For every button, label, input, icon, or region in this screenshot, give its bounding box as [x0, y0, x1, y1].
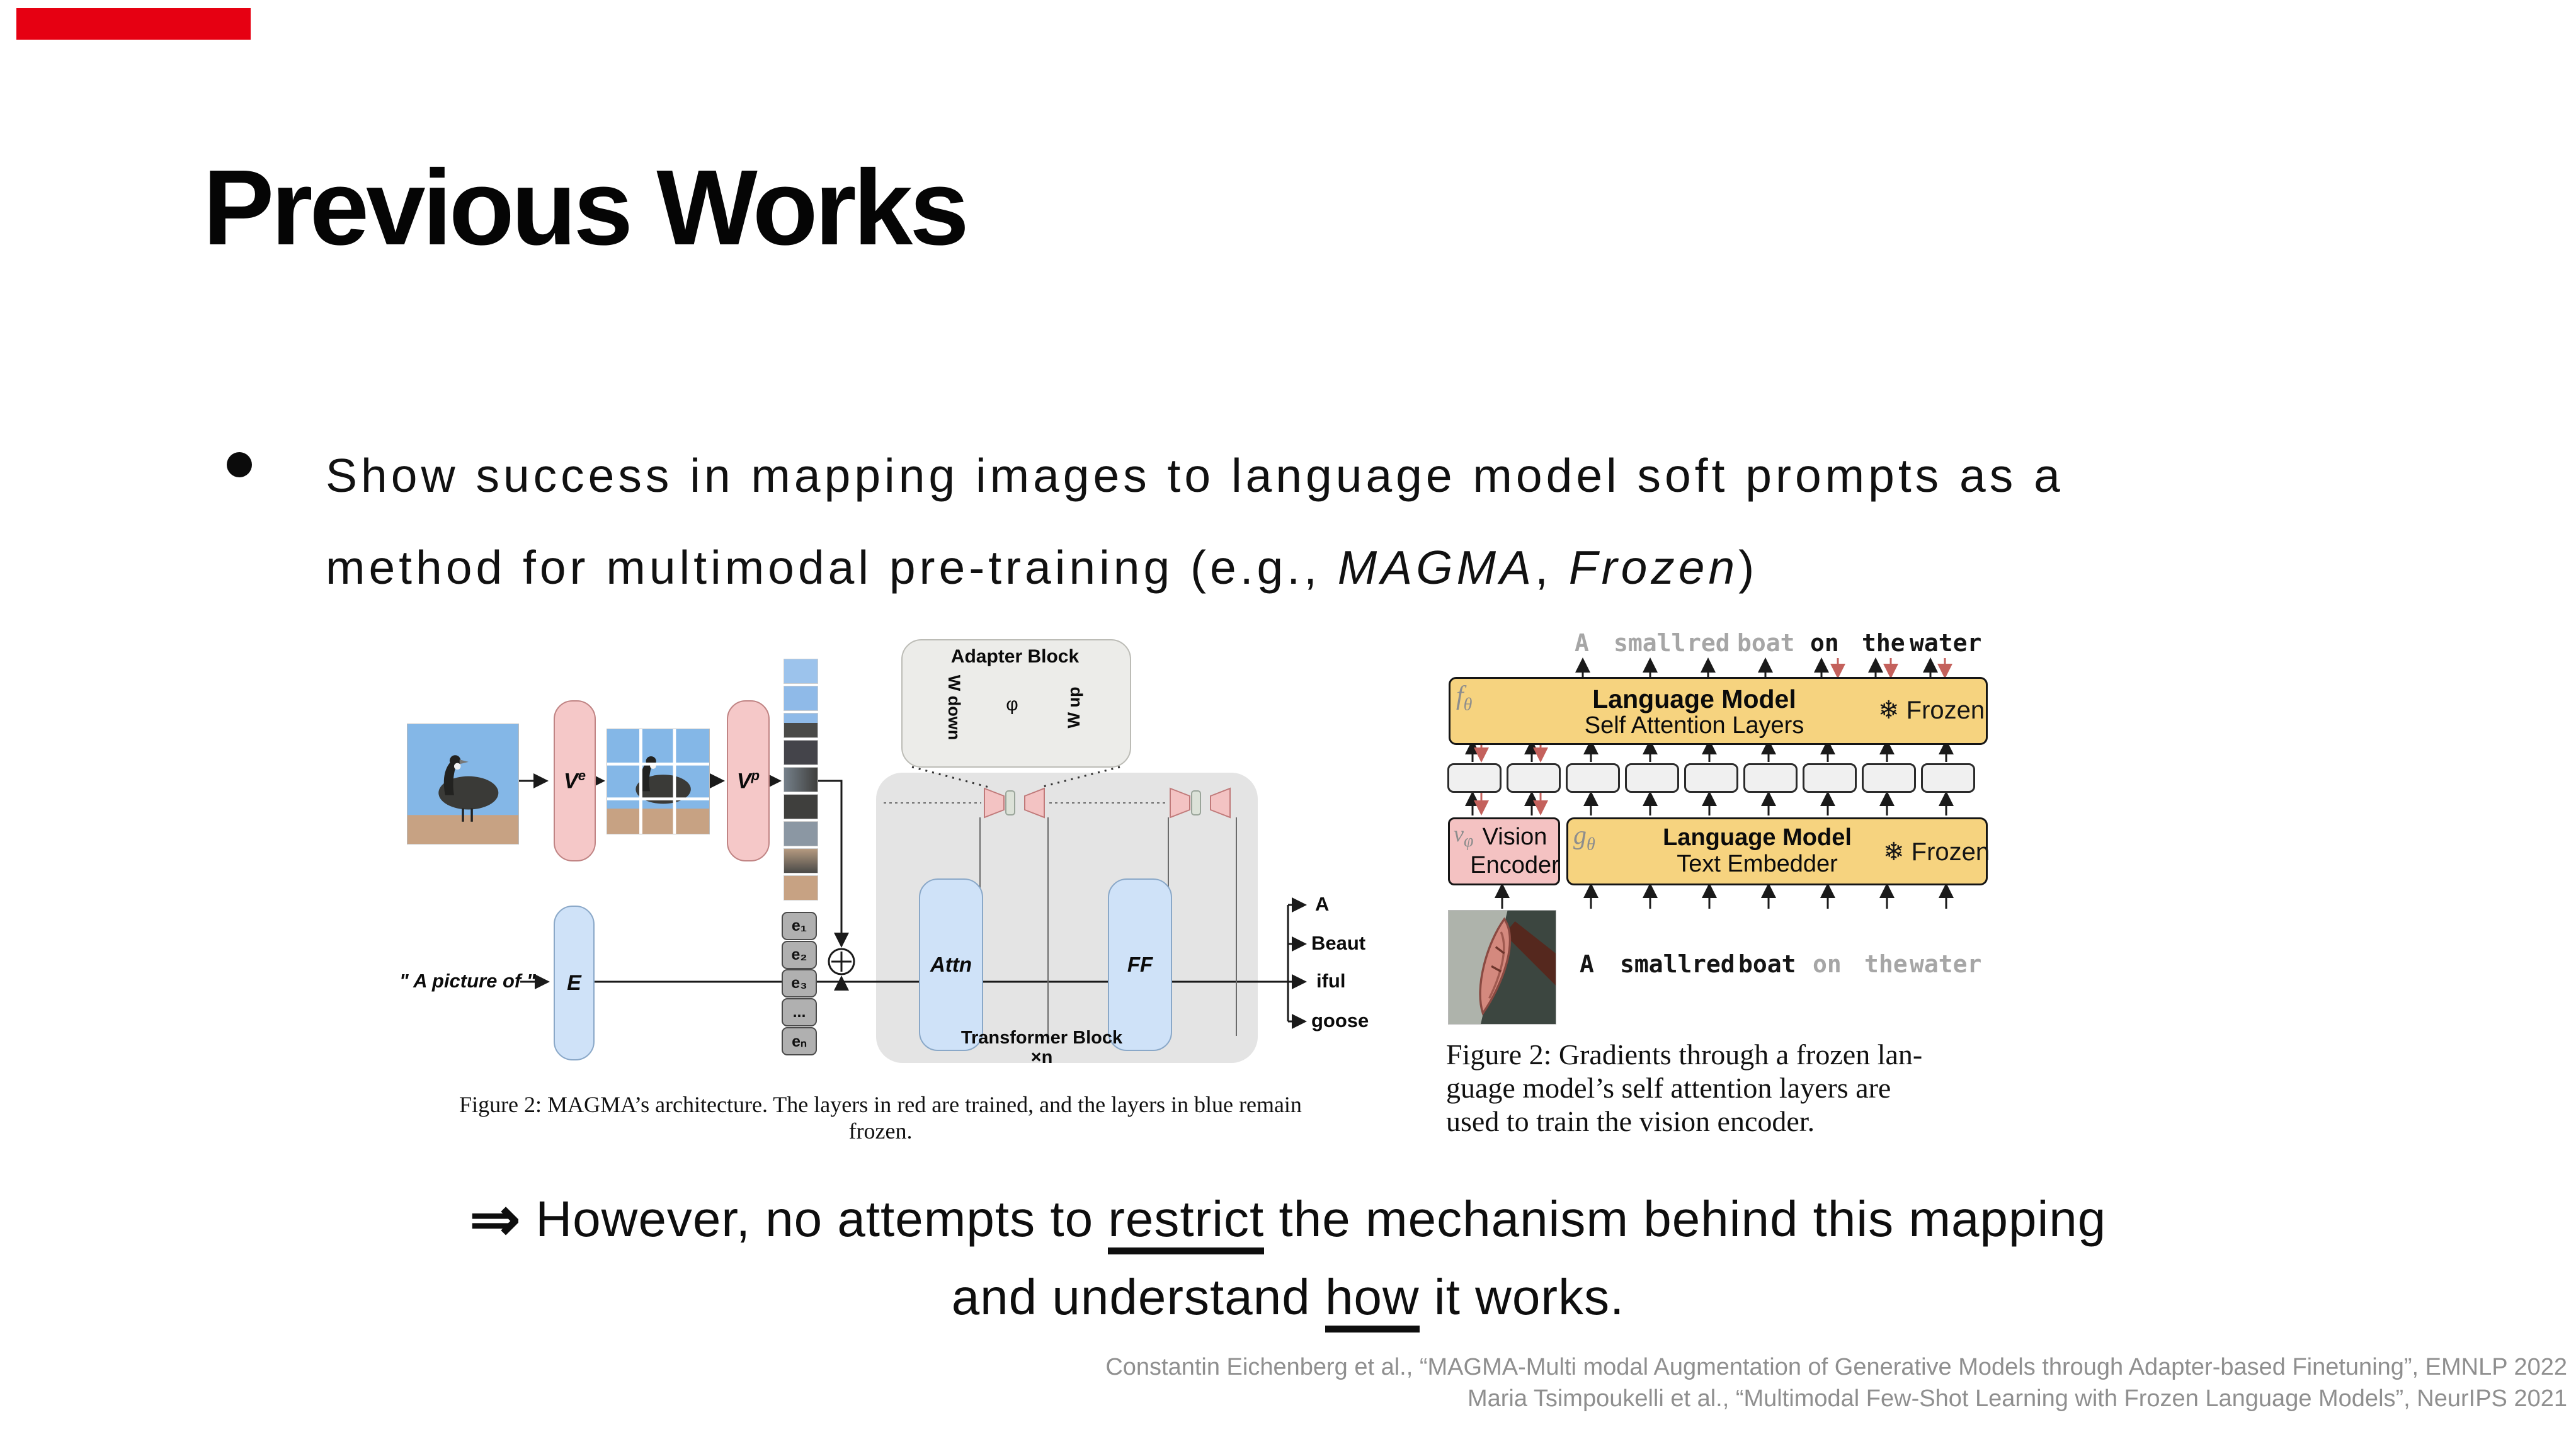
image-patch-strip [784, 659, 817, 902]
transformer-block-label: Transformer Block ×n [960, 1028, 1123, 1067]
magma-figure [390, 623, 1386, 1152]
w-down-label: W down [945, 674, 964, 741]
prompt-text-label: " A picture of " [399, 970, 536, 992]
frozen-top-word: boat [1737, 629, 1795, 657]
lm-top-title: Language Model [1592, 685, 1796, 713]
lm-top-subtitle: Self Attention Layers [1584, 712, 1804, 739]
token-en: eₙ [782, 1027, 817, 1055]
frozen-badge: ❄ Frozen [1878, 696, 1985, 724]
citation-line: Maria Tsimpoukelli et al., “Multimodal Few-Shot Learning with Frozen Language Models”, NeurIPS 2021 [1467, 1385, 2567, 1412]
frozen-top-word: red [1687, 629, 1730, 657]
add-circle [829, 949, 854, 974]
lm-bottom-subtitle: Text Embedder [1677, 851, 1838, 877]
frozen-bottom-word: on [1813, 950, 1842, 978]
goose-grid-photo [607, 729, 710, 834]
mid-arrows-lower [1473, 793, 1946, 815]
text-embedder-e: E [554, 906, 595, 1060]
visual-prefix-vp: $V^p$ [727, 700, 770, 861]
frozen-top-word: on [1810, 629, 1839, 657]
bullet-text [326, 429, 2467, 613]
token-e3: e₃ [782, 969, 817, 997]
embedding-box [1507, 763, 1561, 793]
top-arrows [1583, 659, 1930, 677]
accent-bar [16, 8, 251, 40]
embedding-box [1743, 763, 1798, 793]
input-arrows [1502, 885, 1946, 909]
patch [784, 848, 818, 873]
token-ellipsis: ... [782, 998, 817, 1026]
embedding-box [1447, 763, 1502, 793]
implies-arrow: ⇒ [469, 1186, 521, 1253]
frozen-bottom-word: the [1864, 950, 1908, 978]
frozen-bottom-word: red [1692, 950, 1735, 978]
patch [784, 821, 818, 846]
embedding-box [1862, 763, 1916, 793]
vision-encoder-label: Vision Encoder [1470, 824, 1559, 878]
top-gradient-arrows [1838, 658, 1945, 677]
patch [784, 794, 818, 819]
conclusion-line2: and understand how it works. [0, 1268, 2576, 1333]
f-theta-label: $f_\theta$ [1456, 681, 1473, 715]
feedforward-pill: FF [1108, 878, 1172, 1051]
frozen-top-word: A [1575, 629, 1589, 657]
frozen-bottom-word: A [1580, 950, 1594, 978]
citation-line: Constantin Eichenberg et al., “MAGMA-Multi modal Augmentation of Generative Models through Adapter-based Finetuning”, EMNLP 2022 [1105, 1354, 2567, 1380]
boat-photo [1448, 910, 1556, 1025]
goose-photo-art [407, 724, 518, 844]
frozen-bottom-word: boat [1738, 950, 1796, 978]
embedding-box [1625, 763, 1679, 793]
adapter-block-title: Adapter Block [950, 646, 1080, 667]
underlined-restrict: restrict [1108, 1193, 1264, 1254]
patch [784, 713, 818, 738]
page-title: Previous Works [203, 148, 966, 268]
v-phi-label: $v_\varphi$ [1454, 821, 1474, 851]
frozen-bottom-word: water [1910, 950, 1982, 978]
phi-label: φ [1006, 694, 1018, 715]
visual-encoder-ve: Ve [554, 700, 596, 861]
goose-photo [407, 724, 519, 844]
frozen-top-word: small [1614, 629, 1686, 657]
output-word: A [1315, 893, 1330, 915]
goose-grid-art [607, 729, 709, 834]
g-theta-label: $g_\theta$ [1573, 821, 1595, 855]
bullet-line1: Show success in mapping images to language model soft prompts as a [326, 449, 2064, 502]
underlined-how: how [1325, 1271, 1420, 1333]
patch [784, 740, 818, 765]
patch [784, 767, 818, 792]
magma-caption: Figure 2: MAGMA’s architecture. The layers in red are trained, and the layers in blue remain frozen. [459, 1092, 1302, 1144]
frozen-top-word: water [1910, 629, 1982, 657]
frozen-figure [1442, 627, 2003, 1152]
magma-connectors [390, 623, 1386, 1152]
embedding-box [1921, 763, 1975, 793]
embedding-box [1566, 763, 1620, 793]
patch [784, 686, 818, 711]
output-word: iful [1316, 970, 1346, 992]
output-word: goose [1311, 1009, 1369, 1031]
embedding-box [1803, 763, 1857, 793]
frozen-caption: Figure 2: Gradients through a frozen lan- guage model’s self attention layers are used to train the vision encoder. [1446, 1038, 1923, 1137]
frozen-bottom-word: small [1620, 950, 1692, 978]
w-up-label: W up [1064, 686, 1083, 729]
output-word: Beaut [1311, 932, 1366, 954]
bullet-line2: method for multimodal pre-training (e.g., MAGMA, Frozen) [326, 541, 1758, 594]
bullet-dot [227, 452, 252, 477]
lm-bottom-title: Language Model [1663, 824, 1852, 851]
frozen-top-word: the [1862, 629, 1905, 657]
boat-photo-art [1449, 911, 1556, 1024]
conclusion-line1: ⇒ However, no attempts to restrict the mechanism behind this mapping [469, 1186, 2107, 1253]
frozen-badge: ❄ Frozen [1883, 838, 1990, 866]
patch [784, 875, 818, 901]
attention-pill: Attn [919, 878, 983, 1051]
patch [784, 659, 818, 684]
token-e2: e₂ [782, 941, 817, 969]
embedding-box [1684, 763, 1738, 793]
token-e1: e₁ [782, 912, 817, 940]
